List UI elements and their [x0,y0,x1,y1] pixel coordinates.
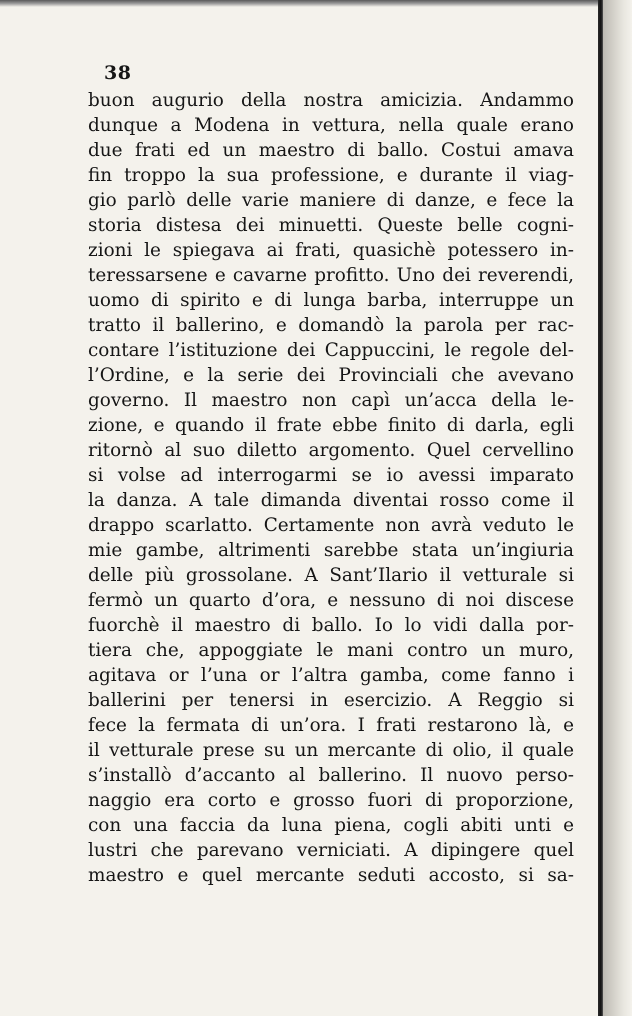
text-line: contare l’istituzione dei Cappuccini, le regole del- [88,340,574,361]
text-line: naggio era corto e grosso fuori di proporzione, [88,790,574,811]
text-line: si volse ad interrogarmi se io avessi imparato [88,465,574,486]
text-line: delle più grossolane. A Sant’Ilario il vetturale si [88,565,574,586]
text-line: mie gambe, altrimenti sarebbe stata un’ingiuria [88,540,574,561]
text-line: fin troppo la sua professione, e durante il viag- [88,165,574,186]
text-line: teressarsene e cavarne profitto. Uno dei reverendi, [88,265,574,286]
book-gutter [603,0,632,1016]
page-text-block [88,88,574,888]
text-line: l’Ordine, e la serie dei Provinciali che avevano [88,365,574,386]
text-line: due frati ed un maestro di ballo. Costui amava [88,140,574,161]
text-line: fece la fermata di un’ora. I frati restarono là, e [88,715,574,736]
text-line: dunque a Modena in vettura, nella quale erano [88,115,574,136]
page-number: 38 [104,62,132,84]
text-line: con una faccia da luna piena, cogli abiti unti e [88,815,574,836]
text-line: ritornò al suo diletto argomento. Quel cervellino [88,440,574,461]
text-line: lustri che parevano verniciati. A dipingere quel [88,840,574,861]
text-line: buon augurio della nostra amicizia. Andammo [88,90,574,111]
text-line: s’installò d’accanto al ballerino. Il nuovo perso- [88,765,574,786]
text-line: uomo di spirito e di lunga barba, interruppe un [88,290,574,311]
text-line: fuorchè il maestro di ballo. Io lo vidi dalla por- [88,615,574,636]
text-line: tratto il ballerino, e domandò la parola per rac- [88,315,574,336]
text-line: fermò un quarto d’ora, e nessuno di noi discese [88,590,574,611]
text-line: storia distesa dei minuetti. Queste belle cogni- [88,215,574,236]
page-top-edge [0,0,632,7]
text-line: zioni le spiegava ai frati, quasichè potessero in- [88,240,574,261]
text-line: il vetturale prese su un mercante di olio, il quale [88,740,574,761]
text-line: governo. Il maestro non capì un’acca della le- [88,390,574,411]
text-line: agitava or l’una or l’altra gamba, come fanno i [88,665,574,686]
text-line: zione, e quando il frate ebbe finito di darla, egli [88,415,574,436]
text-line: ballerini per tenersi in esercizio. A Reggio si [88,690,574,711]
text-line: drappo scarlatto. Certamente non avrà veduto le [88,515,574,536]
text-line: la danza. A tale dimanda diventai rosso come il [88,490,574,511]
text-line: maestro e quel mercante seduti accosto, si sa- [88,865,574,886]
text-line: gio parlò delle varie maniere di danze, e fece la [88,190,574,211]
text-line: tiera che, appoggiate le mani contro un muro, [88,640,574,661]
